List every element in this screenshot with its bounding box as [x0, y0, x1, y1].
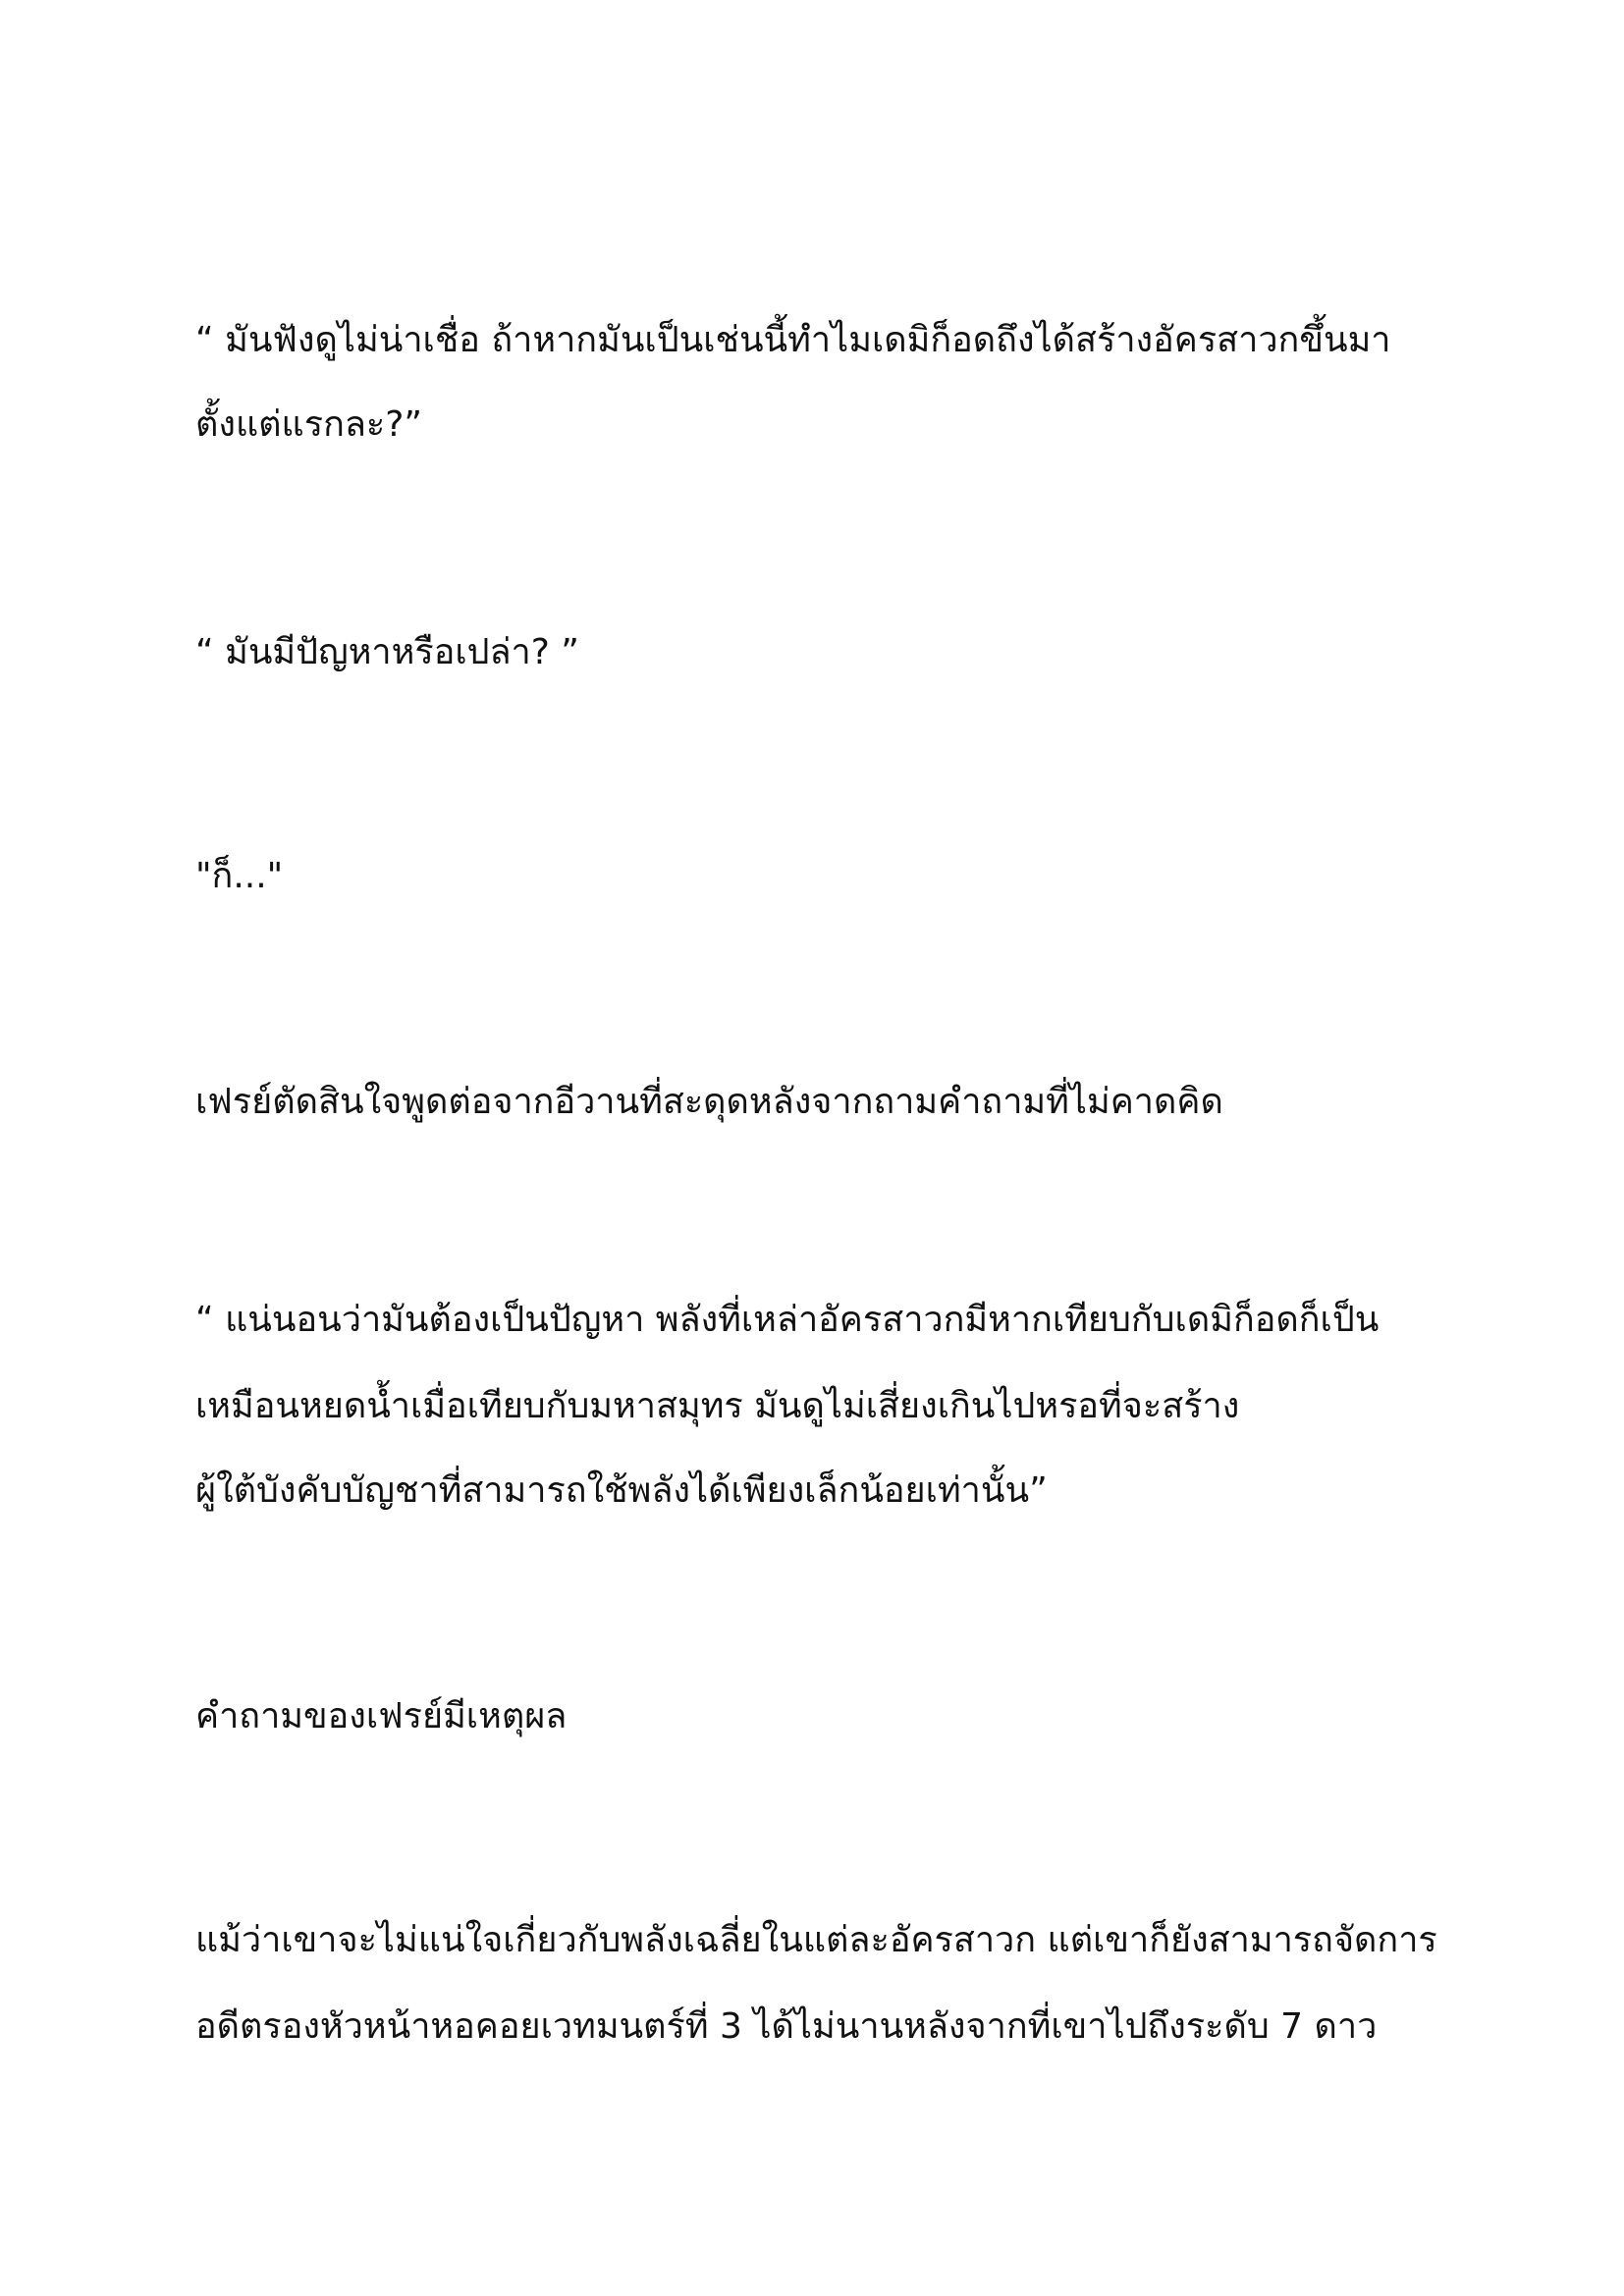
paragraph-5-line-1: “ แน่นอนว่ามันต้องเป็นปัญหา พลังที่เหล่าอัครสาวกมีหากเทียบกับเดมิก็อดก็เป็น	[195, 1300, 1380, 1340]
paragraph-6-line-1: คำถามของเฟรย์มีเหตุผล	[195, 1696, 568, 1736]
paragraph-7-line-2: อดีตรองหัวหน้าหอคอยเวทมนตร์ที่ 3 ได้ไม่นานหลังจากที่เขาไปถึงระดับ 7 ดาว	[195, 2006, 1378, 2047]
paragraph-2-line-1: “ มันมีปัญหาหรือเปล่า? ”	[195, 632, 579, 672]
paragraph-1-line-2: ตั้งแต่แรกละ?”	[195, 404, 423, 445]
paragraph-4-line-1: เฟรย์ตัดสินใจพูดต่อจากอีวานที่สะดุดหลังจากถามคำถามที่ไม่คาดคิด	[195, 1082, 1223, 1122]
paragraph-7-line-1: แม้ว่าเขาจะไม่แน่ใจเกี่ยวกับพลังเฉลี่ยในแต่ละอัครสาวก แต่เขาก็ยังสามารถจัดการ	[195, 1920, 1437, 1960]
paragraph-1-line-1: “ มันฟังดูไม่น่าเชื่อ ถ้าหากมันเป็นเช่นนี้ทำไมเดมิก็อดถึงได้สร้างอัครสาวกขึ้นมา	[195, 320, 1391, 360]
paragraph-3-line-1: "ก็..."	[195, 856, 284, 896]
paragraph-5-line-2: เหมือนหยดน้ำเมื่อเทียบกับมหาสมุทร มันดูไม่เสี่ยงเกินไปหรอที่จะสร้าง	[195, 1386, 1240, 1426]
paragraph-5-line-3: ผู้ใต้บังคับบัญชาที่สามารถใช้พลังได้เพียงเล็กน้อยเท่านั้น”	[195, 1470, 1048, 1511]
